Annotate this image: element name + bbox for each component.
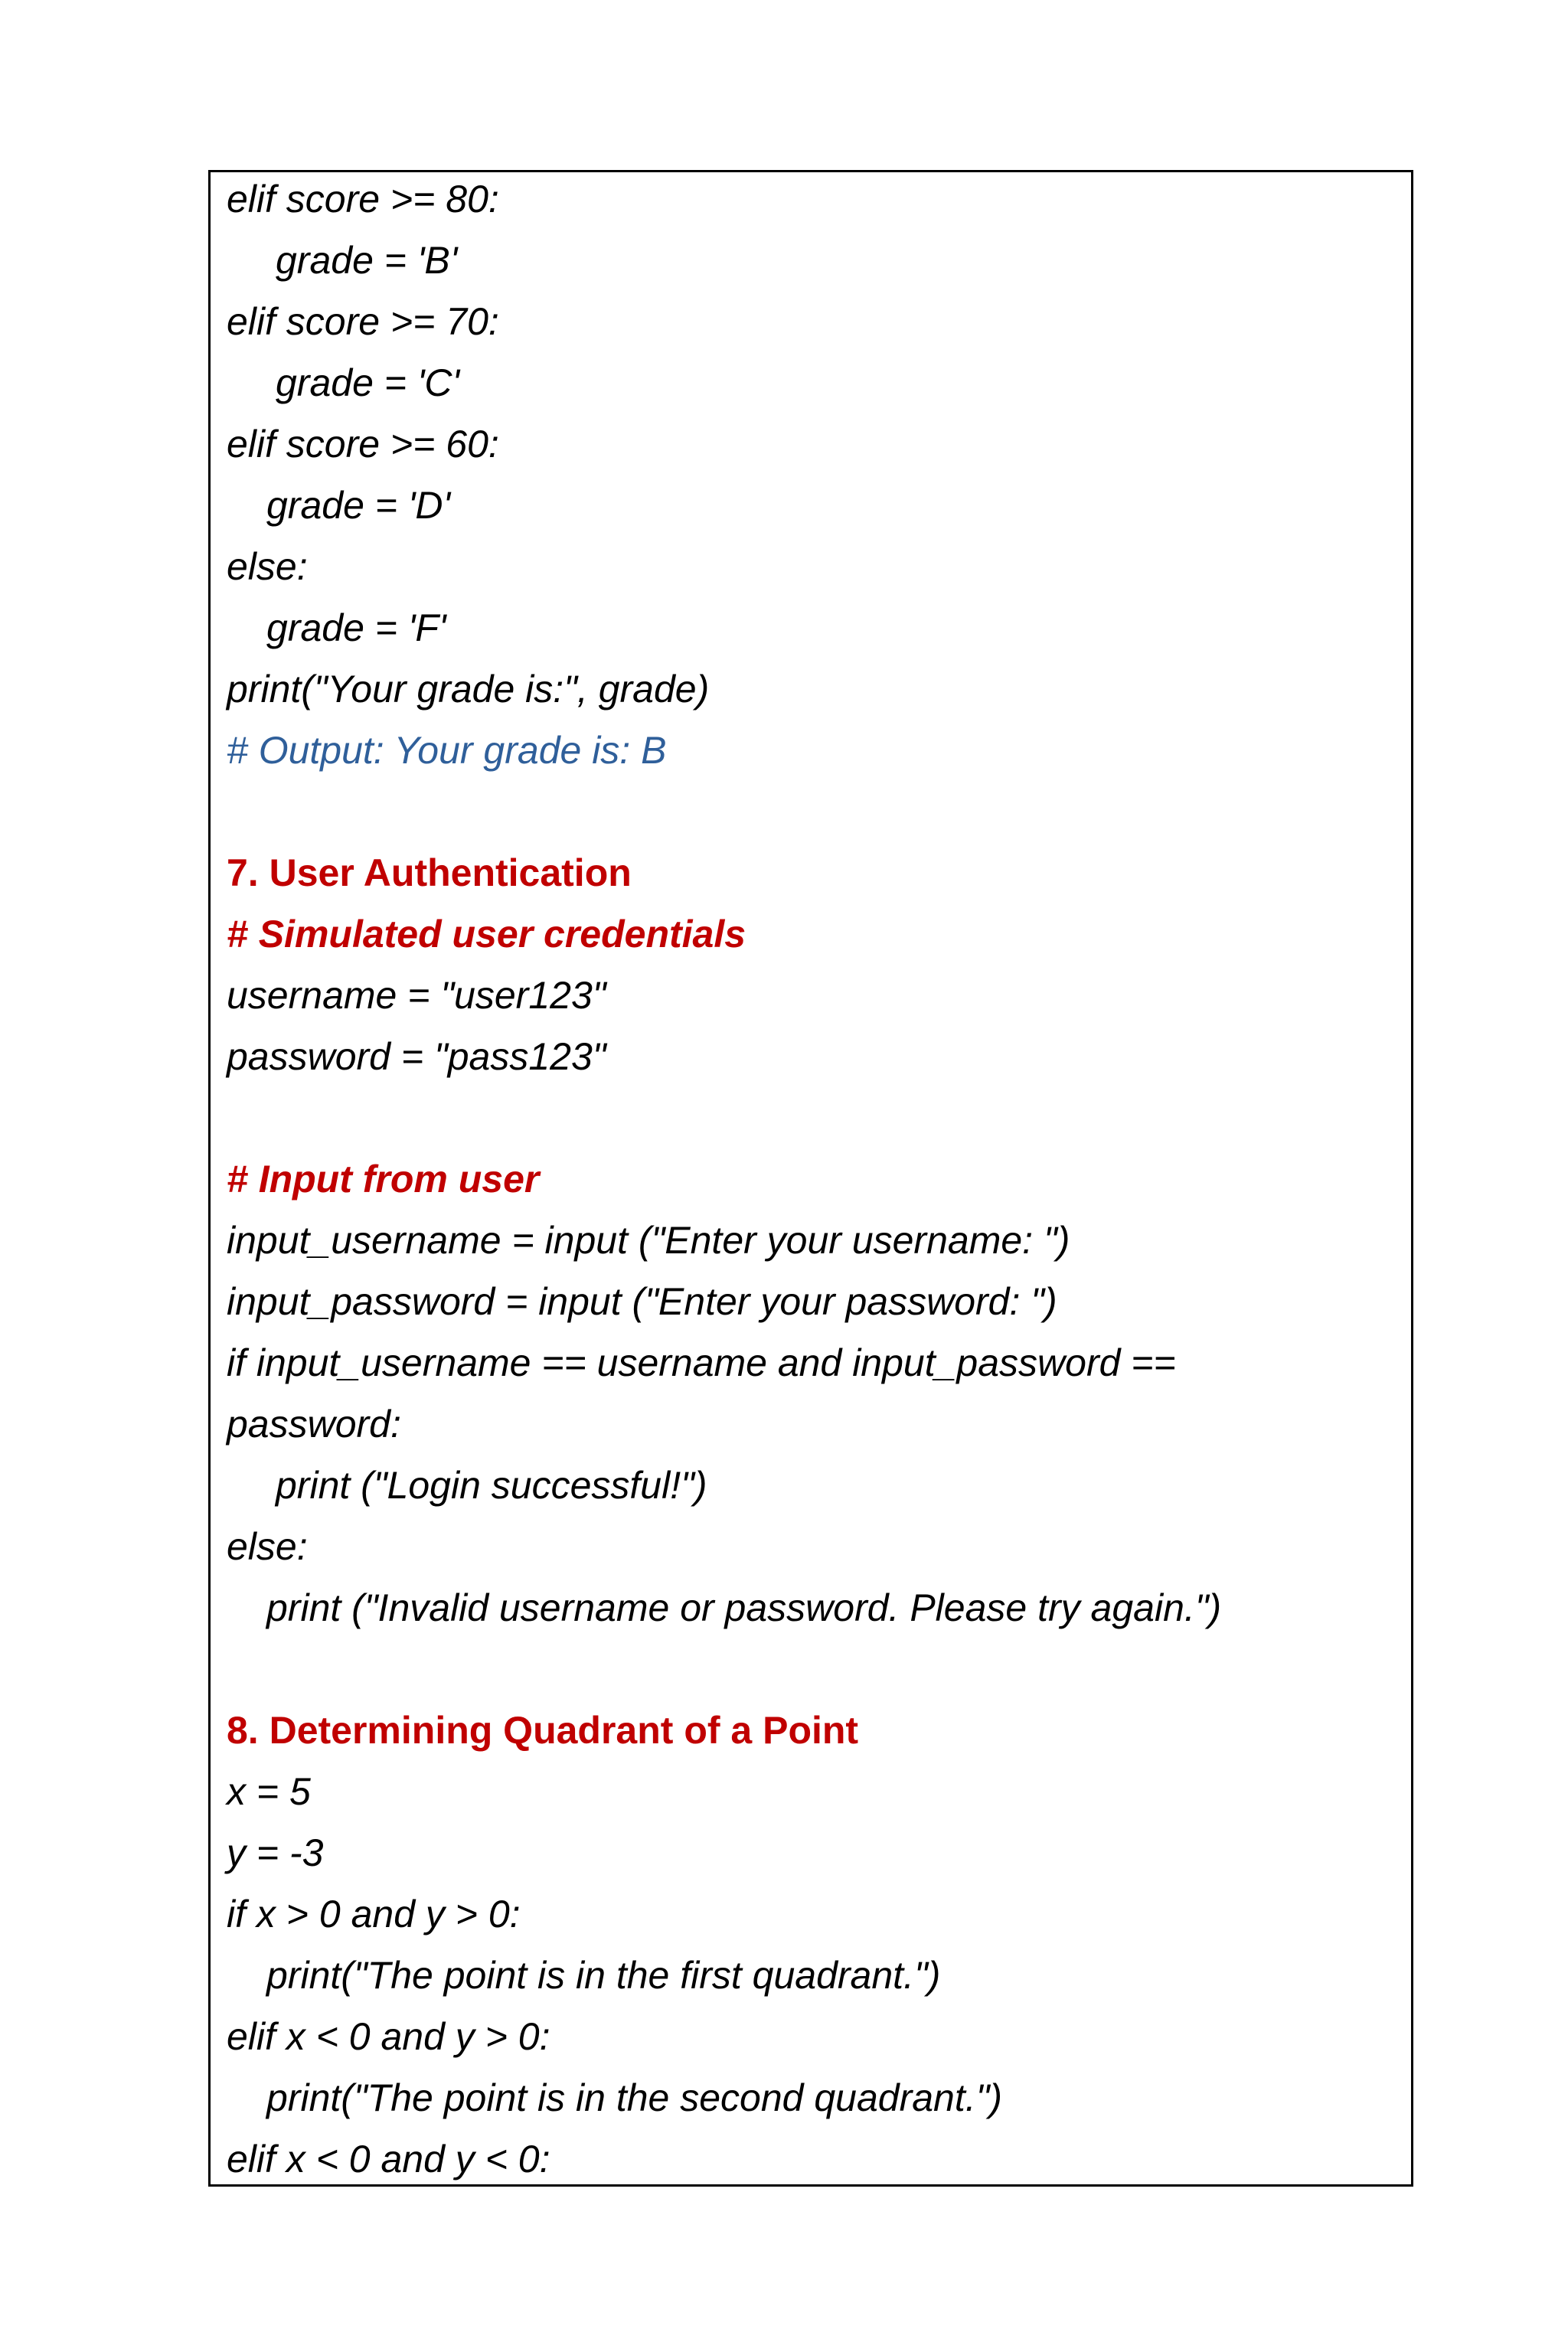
code-line-print-first: print("The point is in the first quadrant.") (266, 1954, 941, 1997)
comment-simulated-credentials: # Simulated user credentials (227, 913, 746, 956)
section-heading-quadrant: 8. Determining Quadrant of a Point (227, 1709, 859, 1752)
code-line-elif-80: elif score >= 80: (227, 178, 499, 220)
code-line-elif-third: elif x < 0 and y < 0: (227, 2138, 550, 2180)
code-line-grade-b: grade = 'B' (276, 239, 458, 282)
code-line-grade-f: grade = 'F' (266, 606, 446, 649)
blank-line (227, 781, 1398, 842)
blank-line (227, 1638, 1398, 1700)
code-line-if-first: if x > 0 and y > 0: (227, 1893, 521, 1936)
code-line-grade-c: grade = 'C' (276, 361, 460, 404)
code-line-x: x = 5 (227, 1770, 311, 1813)
code-line-print-grade: print("Your grade is:", grade) (227, 668, 710, 710)
code-line-else: else: (227, 545, 308, 588)
code-line-y: y = -3 (227, 1831, 324, 1874)
code-line-elif-60: elif score >= 60: (227, 423, 499, 466)
code-line-else-auth: else: (227, 1525, 308, 1568)
code-line-if-credentials-cont: password: (227, 1403, 401, 1446)
code-line-print-success: print ("Login successful!") (276, 1464, 707, 1507)
code-line-elif-second: elif x < 0 and y > 0: (227, 2015, 550, 2058)
code-line-print-second: print("The point is in the second quadrant.") (266, 2076, 1003, 2119)
code-line-input-username: input_username = input ("Enter your username: ") (227, 1219, 1070, 1262)
code-line-print-invalid: print ("Invalid username or password. Please try again.") (266, 1586, 1222, 1629)
code-line-if-credentials: if input_username == username and input_password == (227, 1341, 1176, 1384)
section-heading-user-authentication: 7. User Authentication (227, 851, 632, 894)
blank-line (227, 1087, 1398, 1148)
code-listing (227, 168, 1398, 2190)
comment-input-from-user: # Input from user (227, 1158, 540, 1200)
code-line-password: password = "pass123" (227, 1035, 606, 1078)
code-line-elif-70: elif score >= 70: (227, 300, 499, 343)
code-line-grade-d: grade = 'D' (266, 484, 451, 527)
code-line-input-password: input_password = input ("Enter your password: ") (227, 1280, 1057, 1323)
code-line-username: username = "user123" (227, 974, 606, 1017)
output-comment: # Output: Your grade is: B (227, 729, 667, 772)
